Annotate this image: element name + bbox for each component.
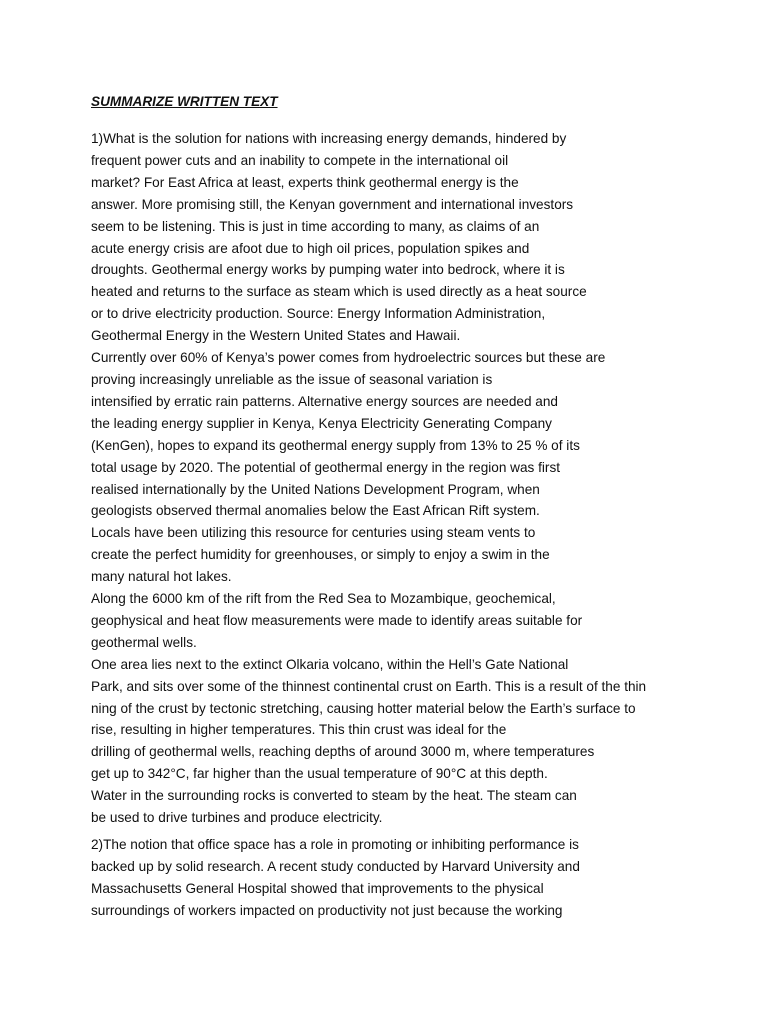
document-heading: SUMMARIZE WRITTEN TEXT [91, 94, 278, 109]
text-line: market? For East Africa at least, experts think geothermal energy is the [91, 174, 519, 190]
text-line: intensified by erratic rain patterns. Alternative energy sources are needed and [91, 393, 558, 409]
text-line: be used to drive turbines and produce electricity. [91, 810, 383, 826]
text-line: acute energy crisis are afoot due to high oil prices, population spikes and [91, 240, 530, 256]
text-line: answer. More promising still, the Kenyan government and international investors [91, 196, 574, 212]
text-line: One area lies next to the extinct Olkaria volcano, within the Hell’s Gate National [91, 656, 569, 672]
text-line: (KenGen), hopes to expand its geothermal energy supply from 13% to 25 % of its [91, 437, 580, 453]
text-line: or to drive electricity production. Source: Energy Information Administration, [91, 306, 546, 322]
text-line: geologists observed thermal anomalies below the East African Rift system. [91, 503, 540, 519]
text-line: 1)What is the solution for nations with increasing energy demands, hindered by [91, 131, 567, 146]
text-line: droughts. Geothermal energy works by pumping water into bedrock, where it is [91, 262, 565, 278]
text-line: many natural hot lakes. [91, 569, 232, 585]
text-line: total usage by 2020. The potential of geothermal energy in the region was first [91, 459, 561, 475]
question-1-paragraph [91, 128, 751, 829]
text-line: geophysical and heat flow measurements were made to identify areas suitable for [91, 612, 583, 628]
text-line: the leading energy supplier in Kenya, Kenya Electricity Generating Company [91, 415, 552, 431]
text-line: Park, and sits over some of the thinnest continental crust on Earth. This is a result of the thin [91, 678, 647, 694]
text-line: create the perfect humidity for greenhouses, or simply to enjoy a swim in the [91, 547, 550, 563]
text-line: realised internationally by the United Nations Development Program, when [91, 481, 540, 497]
text-line: geothermal wells. [91, 634, 197, 650]
text-line: Massachusetts General Hospital showed that improvements to the physical [91, 880, 544, 896]
text-line: frequent power cuts and an inability to compete in the international oil [91, 152, 509, 168]
text-line: get up to 342°C, far higher than the usual temperature of 90°C at this depth. [91, 766, 548, 782]
text-line: Along the 6000 km of the rift from the Red Sea to Mozambique, geochemical, [91, 591, 556, 607]
text-line: rise, resulting in higher temperatures. This thin crust was ideal for the [91, 722, 507, 738]
text-line: seem to be listening. This is just in time according to many, as claims of an [91, 218, 540, 234]
text-line: Currently over 60% of Kenya’s power comes from hydroelectric sources but these are [91, 350, 606, 366]
text-line: ning of the crust by tectonic stretching, causing hotter material below the Earth’s surface to [91, 700, 636, 716]
text-line: Geothermal Energy in the Western United States and Hawaii. [91, 328, 461, 344]
text-line: drilling of geothermal wells, reaching depths of around 3000 m, where temperatures [91, 744, 595, 760]
text-line: backed up by solid research. A recent study conducted by Harvard University and [91, 858, 580, 874]
question-2-paragraph [91, 834, 751, 922]
text-line: Locals have been utilizing this resource for centuries using steam vents to [91, 525, 536, 541]
text-line: Water in the surrounding rocks is converted to steam by the heat. The steam can [91, 788, 577, 804]
text-line: heated and returns to the surface as steam which is used directly as a heat source [91, 284, 587, 300]
text-line: surroundings of workers impacted on productivity not just because the working [91, 902, 563, 918]
text-line: 2)The notion that office space has a role in promoting or inhibiting performance is [91, 837, 579, 852]
text-line: proving increasingly unreliable as the issue of seasonal variation is [91, 371, 493, 387]
